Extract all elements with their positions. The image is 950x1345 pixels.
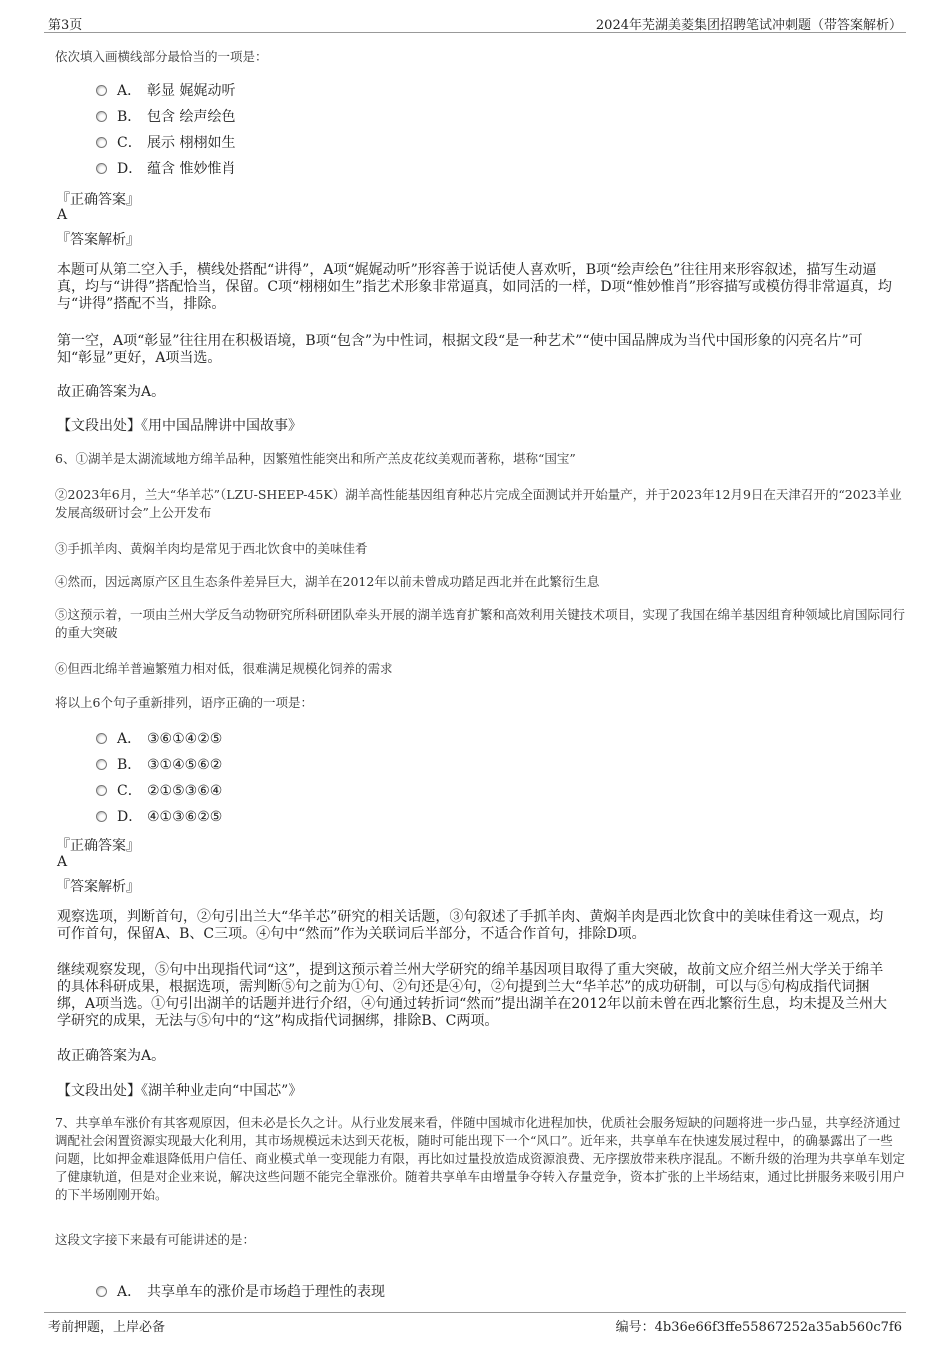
radio-icon[interactable] — [96, 111, 107, 122]
q6-sentence-5: ⑤这预示着，一项由兰州大学反刍动物研究所科研团队牵头开展的湖羊选育扩繁和高效利用关键技术项目，实现了我国在绵羊基因组育种领域比肩国际同行的重大突破 — [55, 607, 906, 640]
radio-icon[interactable] — [96, 759, 107, 770]
q5-answer-label: 『正确答案』 — [56, 192, 140, 208]
q5-option-b[interactable]: B． 包含 绘声绘色 — [96, 107, 235, 127]
q6-option-c[interactable]: C． ②①⑤③⑥④ — [96, 781, 222, 801]
radio-icon[interactable] — [96, 163, 107, 174]
q6-answer-label: 『正确答案』 — [56, 838, 140, 854]
radio-icon[interactable] — [96, 1286, 107, 1297]
page-footer — [44, 1312, 906, 1335]
q6-analysis-p3: 故正确答案为A。 — [57, 1048, 166, 1064]
q5-analysis-p2: 第一空，A项“彰显”往往用在积极语境，B项“包含”为中性词，根据文段“是一种艺术”“使中国品牌成为当代中国形象的闪亮名片”可知“彰显”更好，A项当选。 — [57, 333, 863, 366]
q6-analysis-p2: 继续观察发现，⑤句中出现指代词“这”，提到这预示着兰州大学研究的绵羊基因项目取得了重大突破，故前文应介绍兰州大学关于绵羊的具体科研成果，根据选项，需判断⑤句之前为①句、②句还是④句，②句提到兰大“华羊芯”的成功研制，可以与⑤句构成指代词捆绑，A项当选。①句引出湖羊的话题并进行介绍，④句通过转折词“然而”提出湖羊在2012年以前未曾在西北繁衍生息，均未提及兰州大学研究的成果，无法与⑤句中的“这”构成指代词捆绑，排除B、C两项。 — [57, 962, 888, 1029]
q6-analysis-label: 『答案解析』 — [56, 879, 140, 895]
q5-analysis-p1: 本题可从第二空入手，横线处搭配“讲得”，A项“娓娓动听”形容善于说话使人喜欢听，B项“绘声绘色”往往用来形容叙述，描写生动逼真，均与“讲得”搭配恰当，保留。C项“栩栩如生”指艺术形象非常逼真，如同活的一样，D项“惟妙惟肖”形容描写或模仿得非常逼真，均与“讲得”搭配不当，排除。 — [57, 262, 892, 312]
q5-option-d[interactable]: D． 蕴含 惟妙惟肖 — [96, 159, 235, 179]
q7-option-a[interactable]: A． 共享单车的涨价是市场趋于理性的表现 — [96, 1282, 385, 1302]
radio-icon[interactable] — [96, 811, 107, 822]
document-code: 编号：4b36e66f3ffe55867252a35ab560c7f6 — [615, 1320, 902, 1335]
q6-sentence-3: ③手抓羊肉、黄焖羊肉均是常见于西北饮食中的美味佳肴 — [55, 541, 368, 556]
q6-analysis-p1: 观察选项，判断首句，②句引出兰大“华羊芯”研究的相关话题，③句叙述了手抓羊肉、黄焖羊肉是西北饮食中的美味佳肴这一观点，均可作首句，保留A、B、C三项。④句中“然而”作为关联词后半部分，不适合作首句，排除D项。 — [57, 909, 884, 942]
q6-sentence-1: 6、①湖羊是太湖流域地方绵羊品种，因繁殖性能突出和所产羔皮花纹美观而著称，堪称“国宝” — [55, 451, 576, 466]
q6-answer: A — [57, 854, 68, 870]
q6-sentence-4: ④然而，因远离原产区且生态条件差异巨大，湖羊在2012年以前未曾成功踏足西北并在此繁衍生息 — [55, 574, 600, 589]
q5-analysis-p3: 故正确答案为A。 — [57, 384, 166, 400]
radio-icon[interactable] — [96, 137, 107, 148]
q7-prompt: 这段文字接下来最有可能讲述的是： — [55, 1232, 256, 1247]
page-header — [44, 10, 906, 33]
radio-icon[interactable] — [96, 785, 107, 796]
q6-option-b[interactable]: B． ③①④⑤⑥② — [96, 755, 222, 775]
footer-slogan: 考前押题，上岸必备 — [48, 1320, 166, 1335]
radio-icon[interactable] — [96, 85, 107, 96]
q5-source: 【文段出处】《用中国品牌讲中国故事》 — [57, 418, 302, 434]
q5-option-c[interactable]: C． 展示 栩栩如生 — [96, 133, 235, 153]
page-number: 第3页 — [48, 18, 83, 33]
q5-prompt: 依次填入画横线部分最恰当的一项是： — [55, 49, 268, 64]
q7-passage: 7、共享单车涨价有其客观原因，但未必是长久之计。从行业发展来看，伴随中国城市化进程加快，优质社会服务短缺的问题将进一步凸显，共享经济通过调配社会闲置资源实现最大化利用，其市场规模远未达到天花板，随时可能出现下一个“风口”。近年来，共享单车在快速发展过程中，的确暴露出了一些问题，比如押金难退降低用户信任、商业模式单一变现能力有限，再比如过量投放造成资源浪费、无序摆放带来秩序混乱。不断升级的治理为共享单车划定了健康轨道，但是对企业来说，解决这些问题不能完全靠涨价。随着共享单车由增量争夺转入存量竞争，资本扩张的上半场结束，通过比拼服务来吸引用户的下半场刚刚开始。 — [55, 1115, 906, 1202]
q6-option-a[interactable]: A． ③⑥①④②⑤ — [96, 729, 222, 749]
q5-analysis-label: 『答案解析』 — [56, 232, 140, 248]
q6-option-d[interactable]: D． ④①③⑥②⑤ — [96, 807, 222, 827]
q5-option-a[interactable]: A． 彰显 娓娓动听 — [96, 81, 235, 101]
q5-answer: A — [57, 207, 68, 223]
q6-source: 【文段出处】《湖羊种业走向“中国芯”》 — [57, 1083, 303, 1099]
radio-icon[interactable] — [96, 733, 107, 744]
q6-prompt: 将以上6个句子重新排列，语序正确的一项是： — [55, 695, 313, 710]
q6-sentence-2: ②2023年6月，兰大“华羊芯”（LZU-SHEEP-45K）湖羊高性能基因组育种芯片完成全面测试并开始量产，并于2023年12月9日在天津召开的“2023羊业发展高级研讨会”上公开发布 — [55, 487, 902, 520]
document-title: 2024年芜湖美菱集团招聘笔试冲刺题（带答案解析） — [595, 18, 902, 33]
q6-sentence-6: ⑥但西北绵羊普遍繁殖力相对低，很难满足规模化饲养的需求 — [55, 661, 393, 676]
